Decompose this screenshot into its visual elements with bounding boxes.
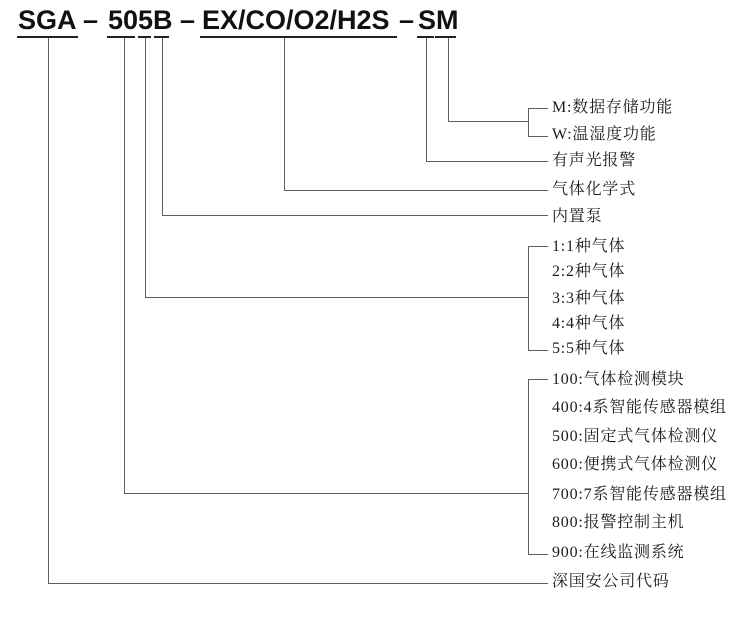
dash-2: –: [180, 5, 196, 35]
label-gas-count-2: 2:2种气体: [552, 263, 626, 280]
label-option-m: M:数据存储功能: [552, 99, 674, 116]
label-option-w: W:温湿度功能: [552, 126, 657, 143]
label-series-500: 500:固定式气体检测仪: [552, 428, 719, 445]
label-series-600: 600:便携式气体检测仪: [552, 456, 719, 473]
label-series-100: 100:气体检测模块: [552, 371, 685, 388]
label-series-700: 700:7系智能传感器模组: [552, 486, 727, 503]
label-gas-count-4: 4:4种气体: [552, 315, 626, 332]
label-gas-count-3: 3:3种气体: [552, 290, 626, 307]
label-gas-count-5: 5:5种气体: [552, 340, 626, 357]
label-company-code: 深国安公司代码: [552, 573, 670, 590]
label-alarm: 有声光报警: [552, 152, 637, 169]
bracket-options: [528, 108, 548, 137]
label-series-400: 400:4系智能传感器模组: [552, 399, 727, 416]
label-series-900: 900:在线监测系统: [552, 544, 685, 561]
dash-3: –: [399, 5, 415, 35]
label-gas-formula: 气体化学式: [552, 181, 637, 198]
label-builtin-pump: 内置泵: [552, 208, 603, 225]
model-series-code: 505B: [108, 5, 173, 35]
bracket-gas-counts: [528, 246, 548, 351]
label-gas-count-1: 1:1种气体: [552, 238, 626, 255]
label-series-800: 800:报警控制主机: [552, 514, 685, 531]
leader-options: [448, 38, 529, 122]
model-option-codes: SM: [418, 5, 459, 35]
bracket-product-series: [528, 379, 548, 555]
model-prefix: SGA: [18, 5, 77, 35]
model-gas-codes: EX/CO/O2/H2S: [202, 5, 390, 35]
dash-1: –: [83, 5, 99, 35]
